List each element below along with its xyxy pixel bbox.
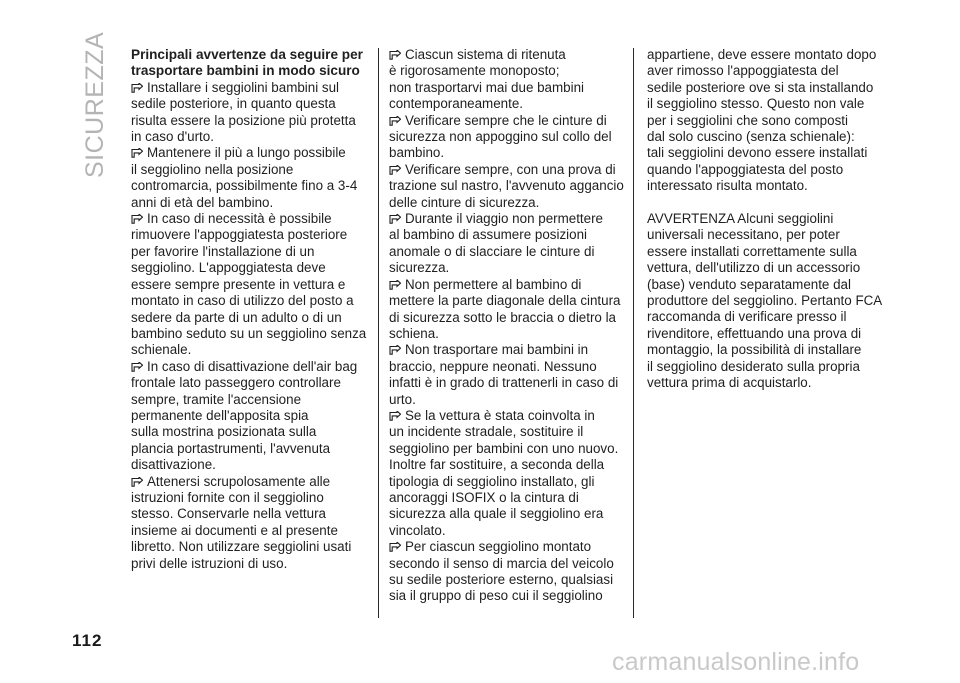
column-3 <box>647 47 885 392</box>
bullet-item <box>131 211 369 359</box>
arrow-bullet-icon <box>131 148 143 158</box>
arrow-bullet-icon <box>389 116 401 126</box>
column-divider <box>633 48 634 618</box>
bullet-item-text: Se la vettura è stata coinvolta in un incidente stradale, sostituire il seggiolino per bambini con uno nuovo. Inoltre far sostituire, a seconda della tipologia di seggiolino installato, gli ancoraggi ISOFIX o la cintura di sicurezza alla quale il seggiolino era vincolato. <box>389 407 619 538</box>
bullet-item-text: Per ciascun seggiolino montato secondo il senso di marcia del veicolo su sedile posteriore esterno, qualsiasi sia il gruppo di peso cui il seggiolino <box>389 539 614 604</box>
bullet-item <box>131 359 369 474</box>
arrow-bullet-icon <box>131 362 143 372</box>
bullet-item <box>389 277 627 343</box>
bullet-item-text: Verificare sempre, con una prova di trazione sul nastro, l'avvenuto aggancio delle cinture di sicurezza. <box>389 161 624 210</box>
arrow-bullet-icon <box>389 280 401 290</box>
arrow-bullet-icon <box>131 214 143 224</box>
arrow-bullet-icon <box>389 345 401 355</box>
bullet-item <box>389 539 627 605</box>
bullet-list <box>389 47 627 605</box>
bullet-item <box>389 162 627 211</box>
bullet-item <box>389 342 627 408</box>
arrow-bullet-icon <box>389 165 401 175</box>
section-label <box>81 31 109 178</box>
bullet-item-text: Verificare sempre che le cinture di sicurezza non appoggino sul collo del bambino. <box>389 112 612 161</box>
arrow-bullet-icon <box>131 83 143 93</box>
bullet-item <box>389 113 627 162</box>
arrow-bullet-icon <box>131 477 143 487</box>
arrow-bullet-icon <box>389 411 401 421</box>
section-label-text: SICUREZZA <box>81 31 109 178</box>
bullet-item-text: Non trasportare mai bambini in braccio, neppure neonati. Nessuno infatti è in grado di trattenerli in caso di urto. <box>389 342 619 407</box>
bullet-item-text: Installare i seggiolini bambini sul sedile posteriore, in quanto questa risulta essere la posizione più protetta in caso d'urto. <box>131 79 356 145</box>
bullet-item <box>131 80 369 146</box>
bullet-item-text: Attenersi scrupolosamente alle istruzioni fornite con il seggiolino stesso. Conservarle nella vettura insieme ai documenti e al presente libretto. Non utilizzare seggiolini usati privi delle istruzioni di uso. <box>131 473 352 571</box>
arrow-bullet-icon <box>389 50 401 60</box>
bullet-item <box>131 145 369 211</box>
page-number: 112 <box>72 631 103 650</box>
bullet-item <box>131 474 369 572</box>
continuation-paragraph: appartiene, deve essere montato dopo aver rimosso l'appoggiatesta del sedile posteriore ove si sta installando il seggiolino stesso. Questo non vale per i seggiolini che sono composti dal solo cuscino (senza schienale): tali seggiolini devono essere installati quando l'appoggiatesta del posto interessato risulta montato. <box>647 47 877 194</box>
bullet-item-text: In caso di disattivazione dell'air bag frontale lato passeggero controllare sempre, tramite l'accensione permanente dell'apposita spia sulla mostrina posizionata sulla plancia portastrumenti, l'avvenuta disattivazione. <box>131 358 358 473</box>
column-1 <box>131 47 369 572</box>
bullet-item-text: Ciascun sistema di ritenuta è rigorosamente monoposto; non trasportarvi mai due bambini contemporaneamente. <box>389 47 585 112</box>
bullet-item <box>389 211 627 277</box>
paragraph-spacer <box>647 195 885 211</box>
bullet-item-text: Mantenere il più a lungo possibile il seggiolino nella posizione contromarcia, possibilmente fino a 3-4 anni di età del bambino. <box>131 145 358 210</box>
column-2 <box>389 47 627 605</box>
bullet-item-text: Non permettere al bambino di mettere la parte diagonale della cintura di sicurezza sotto le braccia o dietro la schiena. <box>389 276 621 341</box>
arrow-bullet-icon <box>389 542 401 552</box>
section-heading: Principali avvertenze da seguire per trasportare bambini in modo sicuro <box>131 47 363 79</box>
bullet-item <box>389 408 627 539</box>
watermark: carmanualsonline.info <box>612 648 860 676</box>
bullet-item-text: Durante il viaggio non permettere al bambino di assumere posizioni anomale o di slacciare le cinture di sicurezza. <box>389 211 603 276</box>
arrow-bullet-icon <box>389 214 401 224</box>
warning-paragraph: AVVERTENZA Alcuni seggiolini universali necessitano, per poter essere installati correttamente sulla vettura, dell'utilizzo di un accessorio (base) venduto separatamente dal produttore del seggiolino. Pertanto FCA raccomanda di verificare presso il rivenditore, effettuando una prova di montaggio, la possibilità di installare il seggiolino desiderato sulla propria vettura prima di acquistarlo. <box>647 211 883 391</box>
bullet-list <box>131 80 369 572</box>
bullet-item <box>389 47 627 113</box>
column-divider <box>378 48 379 618</box>
bullet-item-text: In caso di necessità è possibile rimuovere l'appoggiatesta posteriore per favorire l'installazione di un seggiolino. L'appoggiatesta deve essere sempre presente in vettura e montato in caso di utilizzo del posto a sedere da parte di un adulto o di un bambino seduto su un seggiolino senza schienale. <box>131 211 367 358</box>
